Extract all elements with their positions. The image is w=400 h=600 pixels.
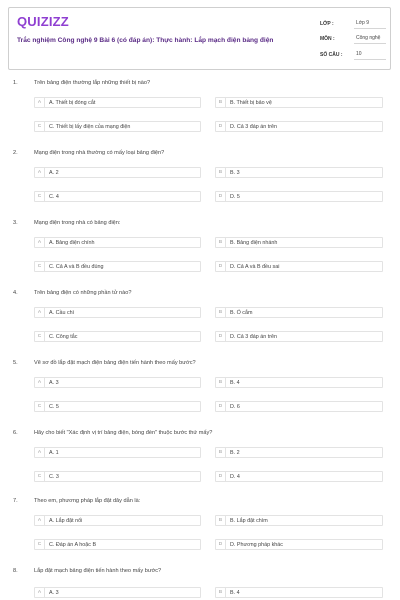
meta-key: LỚP : xyxy=(320,20,334,27)
option-text: C. Đáp án A hoặc B xyxy=(49,541,97,548)
option-text: A. Lắp đặt nổi xyxy=(49,517,83,524)
option-text: C. 4 xyxy=(49,193,59,200)
option-text: A. Thiết bị đóng cắt xyxy=(49,99,96,106)
question-number: 2. xyxy=(13,150,18,156)
option-d[interactable] xyxy=(215,401,383,412)
worksheet-title: Trắc nghiệm Công nghệ 9 Bài 6 (có đáp án): Thực hành: Lắp mạch điện bảng điện xyxy=(17,37,274,44)
option-c[interactable] xyxy=(34,261,201,272)
option-text: C. 3 xyxy=(49,473,59,480)
option-letter: A xyxy=(35,448,45,457)
option-text: B. 4 xyxy=(230,379,240,386)
option-letter: A xyxy=(35,588,45,597)
option-text: D. 4 xyxy=(230,473,240,480)
option-letter: B xyxy=(216,168,226,177)
question-1 xyxy=(13,80,393,140)
option-a[interactable] xyxy=(34,307,201,318)
option-text: D. Cả 3 đáp án trên xyxy=(230,123,278,130)
option-text: A. 1 xyxy=(49,449,59,456)
option-text: B. Ổ cắm xyxy=(230,309,253,316)
option-b[interactable] xyxy=(215,237,383,248)
option-letter: D xyxy=(216,122,226,131)
option-c[interactable] xyxy=(34,331,201,342)
option-text: B. Bảng điện nhánh xyxy=(230,239,278,246)
question-text: Mạng điện trong nhà có bảng điện: xyxy=(34,220,121,226)
option-letter: C xyxy=(35,332,45,341)
option-letter: B xyxy=(216,308,226,317)
question-text: Hãy cho biết "Xác định vị trí bảng điện, bóng đèn" thuộc bước thứ mấy? xyxy=(34,430,213,436)
option-letter: B xyxy=(216,588,226,597)
question-2 xyxy=(13,150,393,210)
meta-value: Công nghệ xyxy=(354,35,386,44)
question-text: Mạng điện trong nhà thường có mấy loại bảng điện? xyxy=(34,150,165,156)
option-text: C. Cả A và B đều đúng xyxy=(49,263,104,270)
option-b[interactable] xyxy=(215,515,383,526)
option-letter: B xyxy=(216,238,226,247)
option-letter: B xyxy=(216,448,226,457)
worksheet-header xyxy=(8,7,391,70)
option-d[interactable] xyxy=(215,121,383,132)
option-text: C. Thiết bị lấy điện của mạng điện xyxy=(49,123,131,130)
option-letter: C xyxy=(35,122,45,131)
meta-value: Lớp 9 xyxy=(354,20,386,29)
option-c[interactable] xyxy=(34,471,201,482)
option-d[interactable] xyxy=(215,471,383,482)
option-d[interactable] xyxy=(215,191,383,202)
option-text: C. Công tắc xyxy=(49,333,78,340)
option-letter: C xyxy=(35,472,45,481)
option-letter: B xyxy=(216,516,226,525)
question-text: Trên bảng điện thường lắp những thiết bị nào? xyxy=(34,80,151,86)
question-number: 3. xyxy=(13,220,18,226)
option-a[interactable] xyxy=(34,515,201,526)
option-b[interactable] xyxy=(215,377,383,388)
option-letter: A xyxy=(35,308,45,317)
option-letter: A xyxy=(35,168,45,177)
question-6 xyxy=(13,430,393,490)
option-text: A. 2 xyxy=(49,169,59,176)
option-text: B. Thiết bị bảo vệ xyxy=(230,99,272,106)
option-text: A. Cầu chì xyxy=(49,309,75,316)
option-b[interactable] xyxy=(215,97,383,108)
option-letter: D xyxy=(216,402,226,411)
option-letter: C xyxy=(35,540,45,549)
option-text: B. 3 xyxy=(230,169,240,176)
option-a[interactable] xyxy=(34,587,201,598)
option-letter: D xyxy=(216,540,226,549)
meta-row-count xyxy=(320,44,386,60)
option-text: B. 4 xyxy=(230,589,240,596)
option-text: B. 2 xyxy=(230,449,240,456)
option-letter: A xyxy=(35,98,45,107)
question-text: Trên bảng điện có những phần tử nào? xyxy=(34,290,132,296)
option-letter: D xyxy=(216,262,226,271)
option-letter: C xyxy=(35,402,45,411)
option-text: A. Bảng điện chính xyxy=(49,239,95,246)
option-letter: A xyxy=(35,238,45,247)
question-number: 7. xyxy=(13,498,18,504)
option-letter: D xyxy=(216,192,226,201)
option-letter: A xyxy=(35,516,45,525)
option-c[interactable] xyxy=(34,191,201,202)
option-letter: B xyxy=(216,378,226,387)
option-letter: B xyxy=(216,98,226,107)
question-4 xyxy=(13,290,393,350)
option-c[interactable] xyxy=(34,539,201,550)
option-d[interactable] xyxy=(215,539,383,550)
option-b[interactable] xyxy=(215,587,383,598)
question-number: 5. xyxy=(13,360,18,366)
option-c[interactable] xyxy=(34,401,201,412)
option-text: D. Cả 3 đáp án trên xyxy=(230,333,278,340)
quizizz-logo: QUIZIZZ xyxy=(17,14,69,29)
option-letter: A xyxy=(35,378,45,387)
question-number: 1. xyxy=(13,80,18,86)
option-letter: C xyxy=(35,262,45,271)
option-text: A. 3 xyxy=(49,379,59,386)
option-c[interactable] xyxy=(34,121,201,132)
option-text: D. Cả A và B đều sai xyxy=(230,263,280,270)
option-letter: C xyxy=(35,192,45,201)
meta-row-subject xyxy=(320,29,386,45)
option-text: D. 5 xyxy=(230,193,240,200)
option-a[interactable] xyxy=(34,237,201,248)
meta-key: SỐ CÂU : xyxy=(320,51,343,58)
meta-key: MÔN : xyxy=(320,36,335,42)
option-a[interactable] xyxy=(34,167,201,178)
question-3 xyxy=(13,220,393,280)
option-text: D. 6 xyxy=(230,403,240,410)
question-5 xyxy=(13,360,393,420)
worksheet-meta xyxy=(320,13,386,60)
question-number: 8. xyxy=(13,568,18,574)
option-d[interactable] xyxy=(215,261,383,272)
option-letter: D xyxy=(216,332,226,341)
question-number: 6. xyxy=(13,430,18,436)
question-text: Vẽ sơ đồ lắp đặt mạch điện bảng điện tiến hành theo mấy bước? xyxy=(34,360,196,366)
option-b[interactable] xyxy=(215,167,383,178)
question-text: Lắp đặt mạch bảng điện tiến hành theo mấy bước? xyxy=(34,568,162,574)
option-a[interactable] xyxy=(34,447,201,458)
question-number: 4. xyxy=(13,290,18,296)
option-text: D. Phương pháp khác xyxy=(230,541,283,548)
meta-row-grade xyxy=(320,13,386,29)
option-letter: D xyxy=(216,472,226,481)
question-7 xyxy=(13,498,393,558)
option-a[interactable] xyxy=(34,97,201,108)
option-text: A. 3 xyxy=(49,589,59,596)
option-b[interactable] xyxy=(215,307,383,318)
option-text: B. Lắp đặt chìm xyxy=(230,517,268,524)
option-a[interactable] xyxy=(34,377,201,388)
option-text: C. 5 xyxy=(49,403,59,410)
question-8 xyxy=(13,568,393,600)
question-text: Theo em, phương pháp lắp đặt dây dẫn là: xyxy=(34,498,141,504)
option-b[interactable] xyxy=(215,447,383,458)
option-d[interactable] xyxy=(215,331,383,342)
meta-value: 10 xyxy=(354,51,386,60)
